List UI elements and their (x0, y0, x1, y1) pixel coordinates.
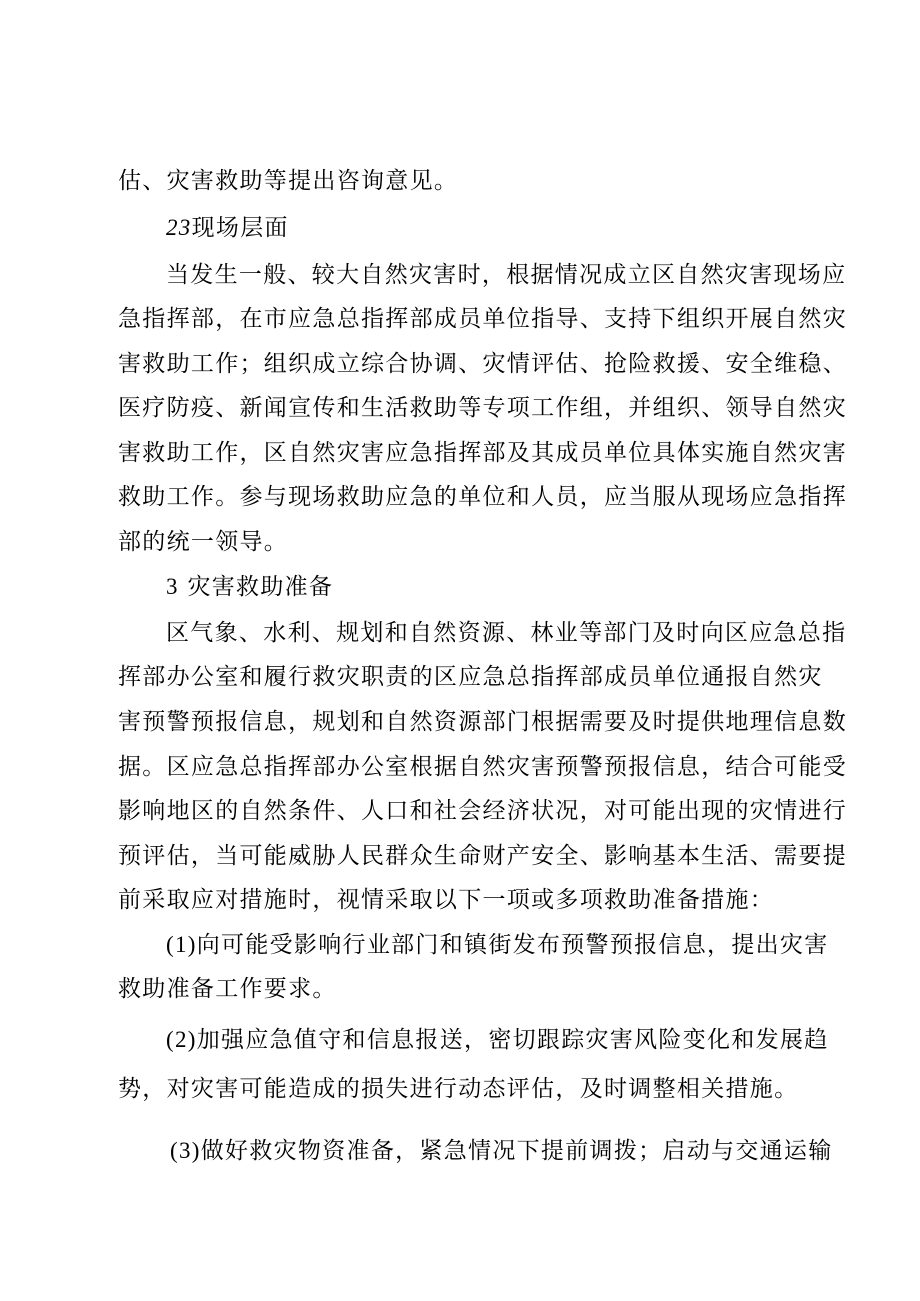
list-item-label: (3) (170, 1138, 201, 1163)
paragraph-line: 医疗防疫、新闻宣传和生活救助等专项工作组，并组织、领导自然灾 (118, 395, 847, 421)
paragraph-line: 据。区应急总指挥部办公室根据自然灾害预警预报信息，结合可能受 (118, 754, 847, 780)
section-heading-3 (166, 572, 333, 602)
list-item-text: 做好救灾物资准备，紧急情况下提前调拨；启动与交通运输 (200, 1138, 833, 1164)
paragraph-line: 救助工作。参与现场救助应急的单位和人员，应当服从现场应急指挥 (118, 484, 847, 510)
paragraph-line: 影响地区的自然条件、人口和社会经济状况，对可能出现的灾情进行 (118, 798, 847, 824)
paragraph-line: 当发生一般、较大自然灾害时，根据情况成立区自然灾害现场应 (166, 262, 847, 288)
list-item-label: (1) (166, 932, 197, 957)
paragraph-line: 挥部办公室和履行救灾职责的区应急总指挥部成员单位通报自然灾 (118, 664, 823, 690)
continuation-line: 估、灾害救助等提出咨询意见。 (118, 168, 459, 194)
paragraph-line: 预评估，当可能威胁人民群众生命财产安全、影响基本生活、需要提 (118, 843, 847, 869)
paragraph-line: 害救助工作；组织成立综合协调、灾情评估、抢险救援、安全维稳、 (118, 351, 847, 377)
list-item-text: 加强应急值守和信息报送，密切跟踪灾害风险变化和发展趋 (196, 1027, 829, 1053)
list-item-label: (2) (166, 1027, 197, 1052)
section-title: 灾害救助准备 (187, 574, 334, 600)
paragraph-line: 区气象、水利、规划和自然资源、林业等部门及时向区应急总指 (166, 620, 847, 646)
list-item-text: 救助准备工作要求。 (118, 976, 337, 1002)
paragraph-line: 前采取应对措施时，视情采取以下一项或多项救助准备措施： (118, 887, 775, 913)
section-heading-2-3 (166, 213, 289, 243)
paragraph-line: 部的统一领导。 (118, 529, 289, 555)
section-number: 23 (166, 215, 192, 240)
list-item-text: 势，对灾害可能造成的损失进行动态评估，及时调整相关措施。 (118, 1076, 799, 1102)
paragraph-line: 害救助工作，区自然灾害应急指挥部及其成员单位具体实施自然灾害 (118, 440, 847, 466)
paragraph-line: 害预警预报信息，规划和自然资源部门根据需要及时提供地理信息数 (118, 709, 847, 735)
list-item-text: 向可能受影响行业部门和镇街发布预警预报信息，提出灾害 (196, 932, 829, 958)
paragraph-line: 急指挥部，在市应急总指挥部成员单位指导、支持下组织开展自然灾 (118, 306, 847, 332)
section-title: 现场层面 (191, 215, 289, 241)
section-number: 3 (166, 574, 179, 599)
